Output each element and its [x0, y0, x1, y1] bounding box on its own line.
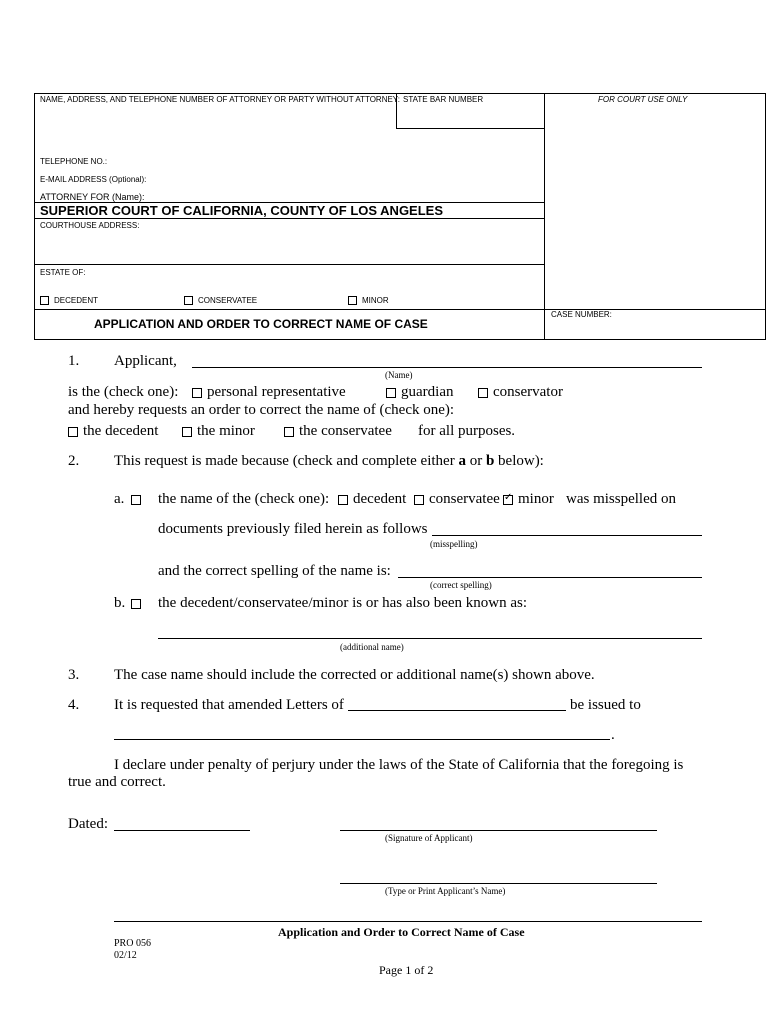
telephone-label: TELEPHONE NO.: [40, 157, 108, 166]
correct-spelling-field[interactable] [398, 577, 702, 578]
for-all-text: for all purposes. [418, 423, 516, 439]
dated-field[interactable] [114, 830, 250, 831]
item2-number: 2. [68, 453, 80, 469]
item4-text-b: be issued to [570, 697, 641, 713]
item2-text: This request is made because (check and complete either a or b below): [114, 453, 544, 469]
item4-text-a: It is requested that amended Letters of [114, 697, 344, 713]
email-label: E-MAIL ADDRESS (Optional): [40, 175, 147, 184]
footer-title: Application and Order to Correct Name of Case [278, 925, 525, 939]
correct-spelling-caption: (correct spelling) [430, 580, 492, 590]
is-the-label: is the (check one): [68, 384, 179, 400]
a-decedent-checkbox[interactable] [338, 495, 348, 505]
item2b-label: b. [114, 595, 126, 611]
applicant-name-field[interactable] [192, 367, 702, 368]
documents-text: documents previously filed herein as follows [158, 521, 428, 537]
item2b-checkbox-wrap[interactable] [131, 595, 146, 612]
form-revision: 02/12 [114, 950, 137, 961]
the-conservatee-option[interactable]: the conservatee [284, 423, 392, 440]
court-use-label: FOR COURT USE ONLY [598, 95, 688, 104]
letters-of-field[interactable] [348, 710, 566, 711]
item3-text: The case name should include the corrected or additional name(s) shown above. [114, 667, 595, 683]
conservator-checkbox[interactable] [478, 388, 488, 398]
declaration-line1: I declare under penalty of perjury under the laws of the State of California that the foregoing is [114, 757, 684, 773]
item3-number: 3. [68, 667, 80, 683]
signature-field[interactable] [340, 830, 657, 831]
printed-name-field[interactable] [340, 883, 657, 884]
a-conservatee-checkbox[interactable] [414, 495, 424, 505]
signature-caption: (Signature of Applicant) [385, 833, 473, 843]
the-decedent-option[interactable]: the decedent [68, 423, 158, 440]
a-minor-option[interactable]: ✓ minor [503, 491, 554, 508]
conservatee-checkbox[interactable] [184, 296, 193, 305]
minor-option[interactable]: MINOR [348, 296, 389, 305]
state-bar-label: STATE BAR NUMBER [403, 95, 484, 104]
footer-rule [114, 921, 702, 922]
item2b-checkbox[interactable] [131, 599, 141, 609]
court-name: SUPERIOR COURT OF CALIFORNIA, COUNTY OF LOS ANGELES [40, 203, 444, 218]
guardian-option[interactable]: guardian [386, 384, 453, 401]
decedent-checkbox[interactable] [40, 296, 49, 305]
minor-checkbox[interactable] [348, 296, 357, 305]
page-number: Page 1 of 2 [379, 963, 434, 977]
requests-text: and hereby requests an order to correct the name of (check one): [68, 402, 455, 418]
item2a-label: a. [114, 491, 125, 507]
declaration-line2: true and correct. [68, 774, 166, 790]
personal-rep-checkbox[interactable] [192, 388, 202, 398]
item2a-text: the name of the (check one): [158, 491, 330, 507]
dated-label: Dated: [68, 816, 108, 832]
a-decedent-option[interactable]: decedent [338, 491, 406, 508]
courthouse-address-label: COURTHOUSE ADDRESS: [40, 221, 140, 230]
attorney-for-label: ATTORNEY FOR (Name): [40, 192, 145, 202]
decedent-option[interactable]: DECEDENT [40, 296, 98, 305]
item2a-checkbox[interactable] [131, 495, 141, 505]
item4-period: . [611, 727, 615, 743]
case-number-label: CASE NUMBER: [551, 310, 612, 319]
estate-of-label: ESTATE OF: [40, 268, 86, 277]
the-conservatee-checkbox[interactable] [284, 427, 294, 437]
additional-name-field[interactable] [158, 638, 702, 639]
the-decedent-checkbox[interactable] [68, 427, 78, 437]
guardian-checkbox[interactable] [386, 388, 396, 398]
applicant-label: Applicant, [114, 353, 177, 369]
item2a-checkbox-wrap[interactable] [131, 491, 146, 508]
issued-to-field[interactable] [114, 739, 610, 740]
personal-rep-option[interactable]: personal representative [192, 384, 346, 401]
conservator-option[interactable]: conservator [478, 384, 563, 401]
form-id: PRO 056 [114, 938, 151, 949]
the-minor-option[interactable]: the minor [182, 423, 255, 440]
correct-spelling-text: and the correct spelling of the name is: [158, 563, 391, 579]
misspelling-field[interactable] [432, 535, 702, 536]
form-title: APPLICATION AND ORDER TO CORRECT NAME OF CASE [94, 317, 428, 331]
a-conservatee-option[interactable]: conservatee [414, 491, 500, 508]
item4-number: 4. [68, 697, 80, 713]
printed-name-caption: (Type or Print Applicant’s Name) [385, 886, 506, 896]
name-caption: (Name) [385, 370, 413, 380]
conservatee-option[interactable]: CONSERVATEE [184, 296, 257, 305]
the-minor-checkbox[interactable] [182, 427, 192, 437]
misspelling-caption: (misspelling) [430, 539, 478, 549]
item2b-text: the decedent/conservatee/minor is or has also been known as: [158, 595, 528, 611]
additional-name-caption: (additional name) [340, 642, 404, 652]
attorney-label: NAME, ADDRESS, AND TELEPHONE NUMBER OF ATTORNEY OR PARTY WITHOUT ATTORNEY: [40, 95, 400, 104]
a-minor-checkbox-checked[interactable] [503, 495, 513, 505]
item1-number: 1. [68, 353, 80, 369]
misspelled-text: was misspelled on [566, 491, 676, 507]
